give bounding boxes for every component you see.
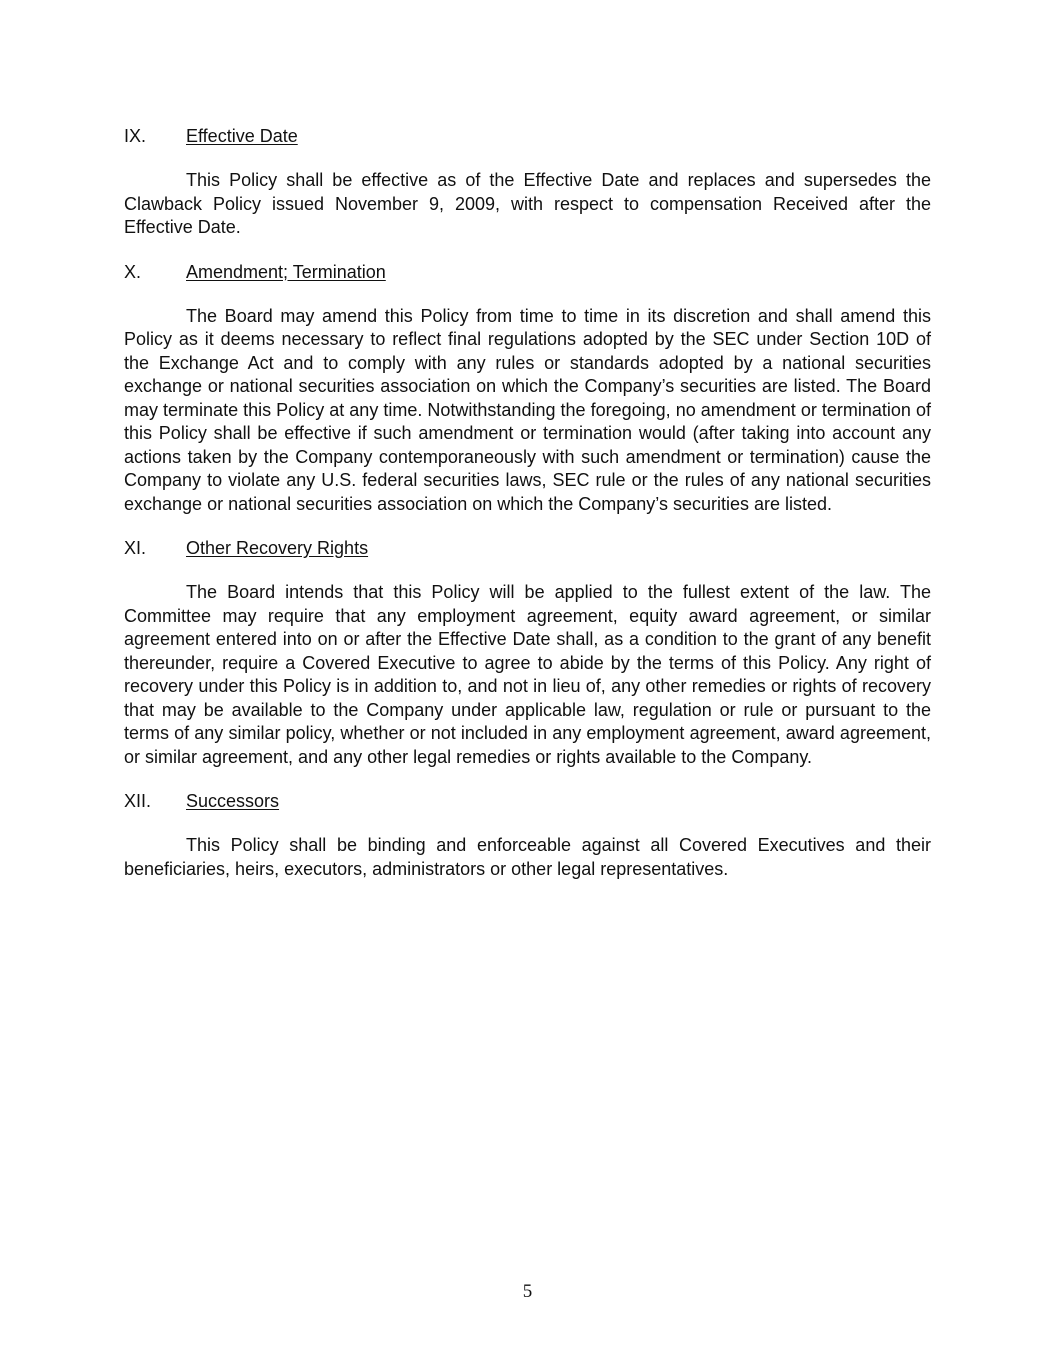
section-number: X. (124, 261, 142, 282)
section-heading (124, 790, 931, 813)
section-paragraph: The Board may amend this Policy from time to time in its discretion and shall amend this Policy as it deems necessary to reflect final regulations adopted by the SEC under Section 10D of the Exchange Act and to comply with any rules or standards adopted by a national securities exchange or national securities association on which the Company’s securities are listed. The Board may terminate this Policy at any time. Notwithstanding the foregoing, no amendment or termination of this Policy shall be effective if such amendment or termination would (after taking into account any actions taken by the Company contemporaneously with such amendment or termination) cause the Company to violate any U.S. federal securities laws, SEC rule or the rules of any national securities exchange or national securities association on which the Company’s securities are listed. (124, 305, 931, 514)
section-paragraph: The Board intends that this Policy will be applied to the fullest extent of the law. The Committee may require that any employment agreement, equity award agreement, or similar agreement entered into on or after the Effective Date shall, as a condition to the grant of any benefit thereunder, require a Covered Executive to agree to abide by the terms of this Policy. Any right of recovery under this Policy is in addition to, and not in lieu of, any other remedies or rights of recovery that may be available to the Company under applicable law, regulation or rule or pursuant to the terms of any similar policy, whether or not included in any employment agreement, award agreement, or similar agreement, and any other legal remedies or rights available to the Company. (124, 582, 931, 767)
section-title: Amendment; Termination (186, 261, 386, 282)
section-number: IX. (124, 126, 147, 146)
section-ix-effective-date (124, 125, 931, 240)
section-title: Effective Date (186, 126, 298, 146)
document-body (124, 125, 931, 881)
page-number: 5 (522, 1281, 533, 1302)
section-number: XI. (124, 538, 147, 558)
section-heading (124, 537, 931, 560)
section-number: XII. (124, 791, 152, 811)
section-x-amendment-termination (124, 261, 931, 517)
section-xii-successors (124, 790, 931, 881)
section-title: Other Recovery Rights (186, 538, 369, 558)
section-heading (124, 261, 931, 284)
section-title: Successors (186, 791, 280, 811)
section-heading (124, 125, 931, 148)
section-paragraph: This Policy shall be binding and enforceable against all Covered Executives and their beneficiaries, heirs, executors, administrators or other legal representatives. (124, 835, 931, 879)
section-xi-other-recovery-rights (124, 537, 931, 769)
section-paragraph: This Policy shall be effective as of the Effective Date and replaces and supersedes the Clawback Policy issued November 9, 2009, with respect to compensation Received after the Effective Date. (124, 170, 931, 237)
